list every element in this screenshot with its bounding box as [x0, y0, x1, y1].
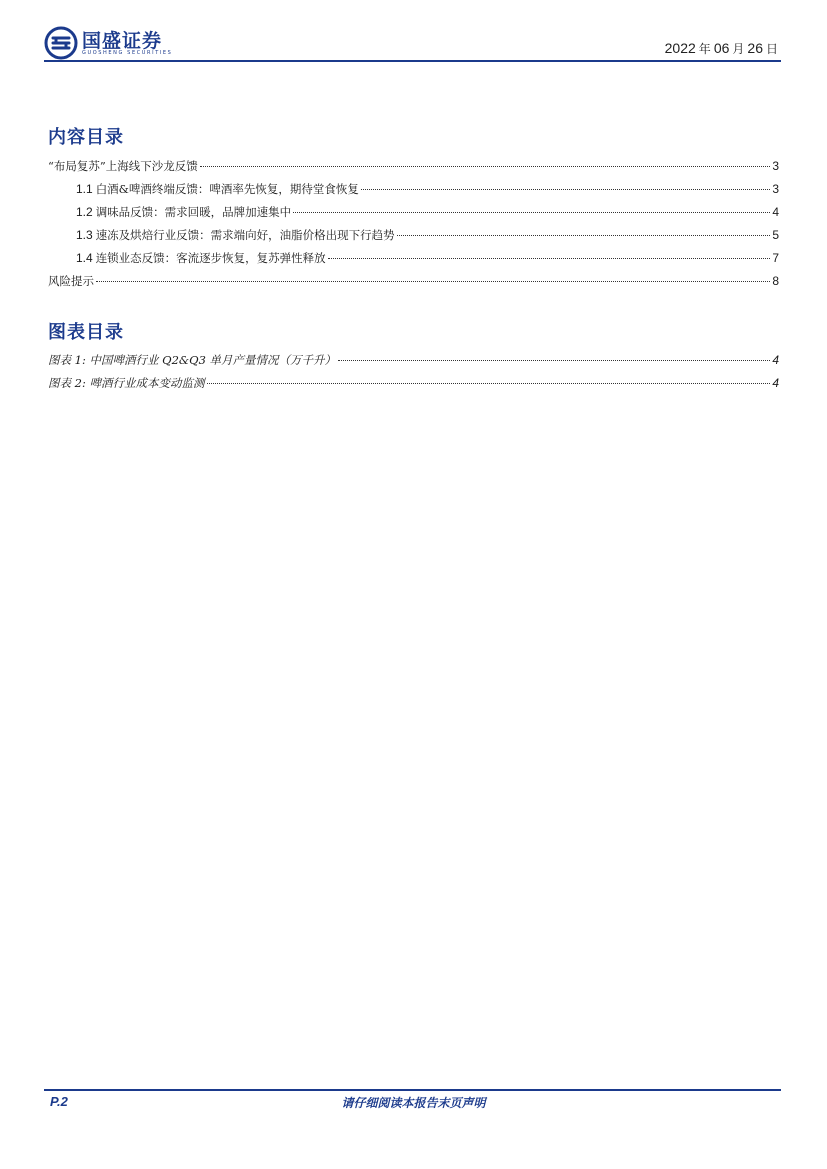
date-day-unit: 日 [765, 42, 778, 56]
toc-leader [328, 258, 771, 259]
toc-entry-title: 速冻及烘焙行业反馈：需求端向好，油脂价格出现下行趋势 [95, 228, 395, 242]
date-month-unit: 月 [732, 42, 745, 56]
toc-entry[interactable] [48, 204, 779, 227]
toc-entry-number: 1.3 [76, 228, 93, 242]
date-year: 2022 [664, 40, 696, 56]
figure-entry[interactable] [48, 375, 779, 398]
toc-entry[interactable] [48, 181, 779, 204]
toc-page-number: 3 [772, 159, 779, 173]
page-header [44, 26, 781, 62]
toc-leader [200, 166, 771, 167]
toc-leader [293, 212, 770, 213]
toc-leader [338, 360, 770, 361]
toc-entry-title: 风险提示 [48, 274, 94, 288]
guosheng-logo-icon [44, 26, 78, 60]
toc-title: 内容目录 [48, 127, 124, 148]
page-number: P.2 [50, 1094, 68, 1109]
toc-entry[interactable] [48, 227, 779, 250]
toc-entry-title: 连锁业态反馈：客流逐步恢复，复苏弹性释放 [95, 251, 326, 265]
logo-text: 国盛证券 [82, 30, 163, 52]
toc-entry-number: 1.4 [76, 251, 93, 265]
table-of-contents [48, 158, 779, 296]
toc-entry-number: 1.2 [76, 205, 93, 219]
date-year-unit: 年 [698, 42, 711, 56]
toc-entry[interactable] [48, 273, 779, 296]
figure-page-number: 4 [772, 353, 779, 367]
toc-entry-title: 白酒&啤酒终端反馈：啤酒率先恢复，期待堂食恢复 [95, 182, 359, 196]
toc-page-number: 7 [772, 251, 779, 265]
logo-subtext: GUOSHENG SECURITIES [82, 50, 173, 56]
toc-entry[interactable] [48, 250, 779, 273]
toc-leader [207, 383, 771, 384]
toc-leader [361, 189, 770, 190]
report-date [665, 40, 781, 57]
footer-disclaimer: 请仔细阅读本报告末页声明 [341, 1096, 486, 1110]
list-of-figures [48, 352, 779, 398]
footer-divider [44, 1089, 781, 1091]
date-day: 26 [747, 40, 763, 56]
header-divider [44, 60, 781, 62]
toc-page-number: 3 [772, 182, 779, 196]
toc-entry-number: 1.1 [76, 182, 93, 196]
toc-page-number: 5 [772, 228, 779, 242]
toc-entry-title: 调味品反馈：需求回暖，品牌加速集中 [95, 205, 292, 219]
toc-page-number: 8 [772, 274, 779, 288]
figures-title: 图表目录 [48, 322, 124, 343]
figure-entry-title: 图表 2: 啤酒行业成本变动监测 [48, 376, 205, 390]
toc-entry-title: “布局复苏”上海线下沙龙反馈 [48, 159, 198, 173]
toc-page-number: 4 [772, 205, 779, 219]
date-month: 06 [713, 40, 730, 56]
figure-page-number: 4 [772, 376, 779, 390]
figure-entry[interactable] [48, 352, 779, 375]
toc-leader [96, 281, 770, 282]
figure-entry-title: 图表 1: 中国啤酒行业 Q2&Q3 单月产量情况（万千升） [48, 353, 337, 367]
toc-entry[interactable] [48, 158, 779, 181]
toc-leader [397, 235, 771, 236]
